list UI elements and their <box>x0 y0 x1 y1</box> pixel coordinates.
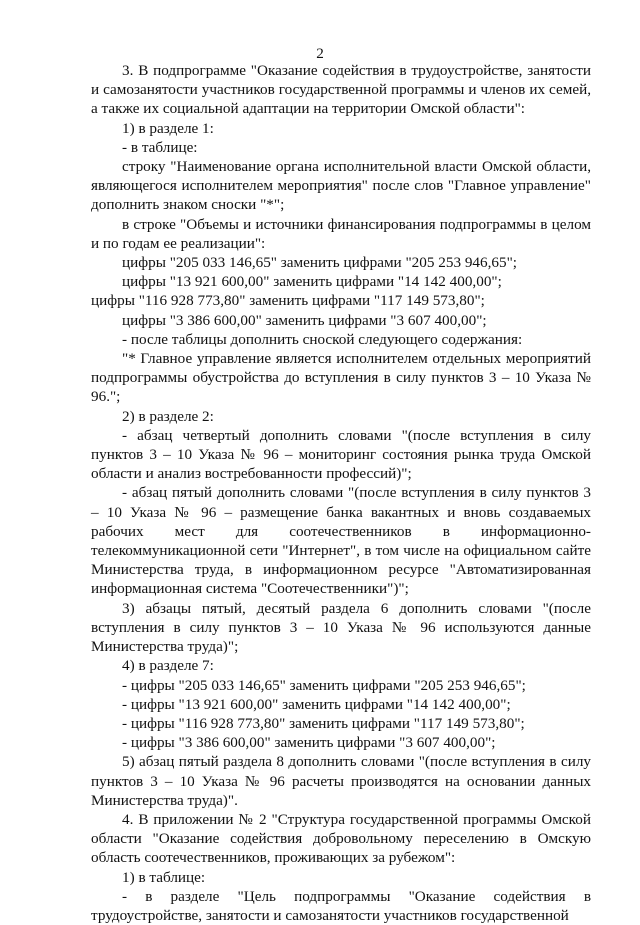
paragraph-s7-figure-3: - цифры "116 928 773,80" заменить цифрами "117 149 573,80"; <box>122 714 525 732</box>
paragraph-section-8: 5) абзац пятый раздела 8 дополнить словами "(после вступления в силу пунктов 3 – 10 Указа № 96 расчеты производятся на основании данных Министерства труда)". <box>91 753 591 809</box>
paragraph-section-1: 1) в разделе 1: <box>122 119 214 137</box>
paragraph-in-table: - в таблице: <box>122 138 198 156</box>
paragraph-section-2: 2) в разделе 2: <box>122 407 214 425</box>
paragraph-s7-figure-1: - цифры "205 033 146,65" заменить цифрами "205 253 946,65"; <box>122 676 526 694</box>
paragraph-goal-section: - в разделе "Цель подпрограммы "Оказание содействия в трудоустройстве, занятости и самозанятости участников государственной <box>91 887 591 924</box>
paragraph-section-7: 4) в разделе 7: <box>122 657 214 675</box>
paragraph-row-executor: строку "Наименование органа исполнительной власти Омской области, являющегося исполнителем мероприятия" после слов "Главное управление" дополнить знаком сноски "*"; <box>91 158 591 214</box>
paragraph-footnote-intro: - после таблицы дополнить сноской следующего содержания: <box>122 330 523 348</box>
paragraph-footnote-text: "* Главное управление является исполнителем отдельных мероприятий подпрограммы обустройства до вступления в силу пунктов 3 – 10 Указа № 96."; <box>91 350 591 406</box>
paragraph-s7-figure-4: - цифры "3 386 600,00" заменить цифрами "3 607 400,00"; <box>122 734 496 752</box>
paragraph-figure-3: цифры "116 928 773,80" заменить цифрами "117 149 573,80"; <box>91 292 485 310</box>
paragraph-section-6: 3) абзацы пятый, десятый раздела 6 дополнить словами "(после вступления в силу пунктов 3 – 10 Указа № 96 используются данные Министерства труда)"; <box>91 599 591 656</box>
paragraph-appendix-2: 4. В приложении № 2 "Структура государственной программы Омской области "Оказание содействия добровольному переселению в Омскую область соотечественников, проживающих за рубежом": <box>91 810 591 867</box>
paragraph-s7-figure-2: - цифры "13 921 600,00" заменить цифрами "14 142 400,00"; <box>122 695 511 713</box>
paragraph-subprogram-3: 3. В подпрограмме "Оказание содействия в трудоустройстве, занятости и самозанятости участников государственной программы и членов их семей, а также их социальной адаптации на территории Омской области": <box>91 62 591 118</box>
paragraph-fifth-abzac: - абзац пятый дополнить словами "(после вступления в силу пунктов 3 – 10 Указа № 96 – размещение банка вакантных и вновь создаваемых рабочих мест для соотечественников в информационно-телекоммуникационной сети "Интернет", в том числе на официальном сайте Министерства труда, в информационном ресурсе "Автоматизированная информационная система "Соотечественники")"; <box>91 484 591 598</box>
paragraph-figure-1: цифры "205 033 146,65" заменить цифрами "205 253 946,65"; <box>122 254 518 272</box>
paragraph-appendix-table: 1) в таблице: <box>122 868 206 886</box>
page-number: 2 <box>316 45 324 62</box>
paragraph-row-volumes: в строке "Объемы и источники финансирования подпрограммы в целом и по годам ее реализации": <box>91 215 591 252</box>
paragraph-figure-4: цифры "3 386 600,00" заменить цифрами "3 607 400,00"; <box>122 311 487 329</box>
paragraph-fourth-abzac: - абзац четвертый дополнить словами "(после вступления в силу пунктов 3 – 10 Указа № 96 – мониторинг состояния рынка труда Омской области и анализ востребованности профессий)"; <box>91 426 591 483</box>
paragraph-figure-2: цифры "13 921 600,00" заменить цифрами "14 142 400,00"; <box>122 273 502 291</box>
document-body <box>91 61 591 925</box>
